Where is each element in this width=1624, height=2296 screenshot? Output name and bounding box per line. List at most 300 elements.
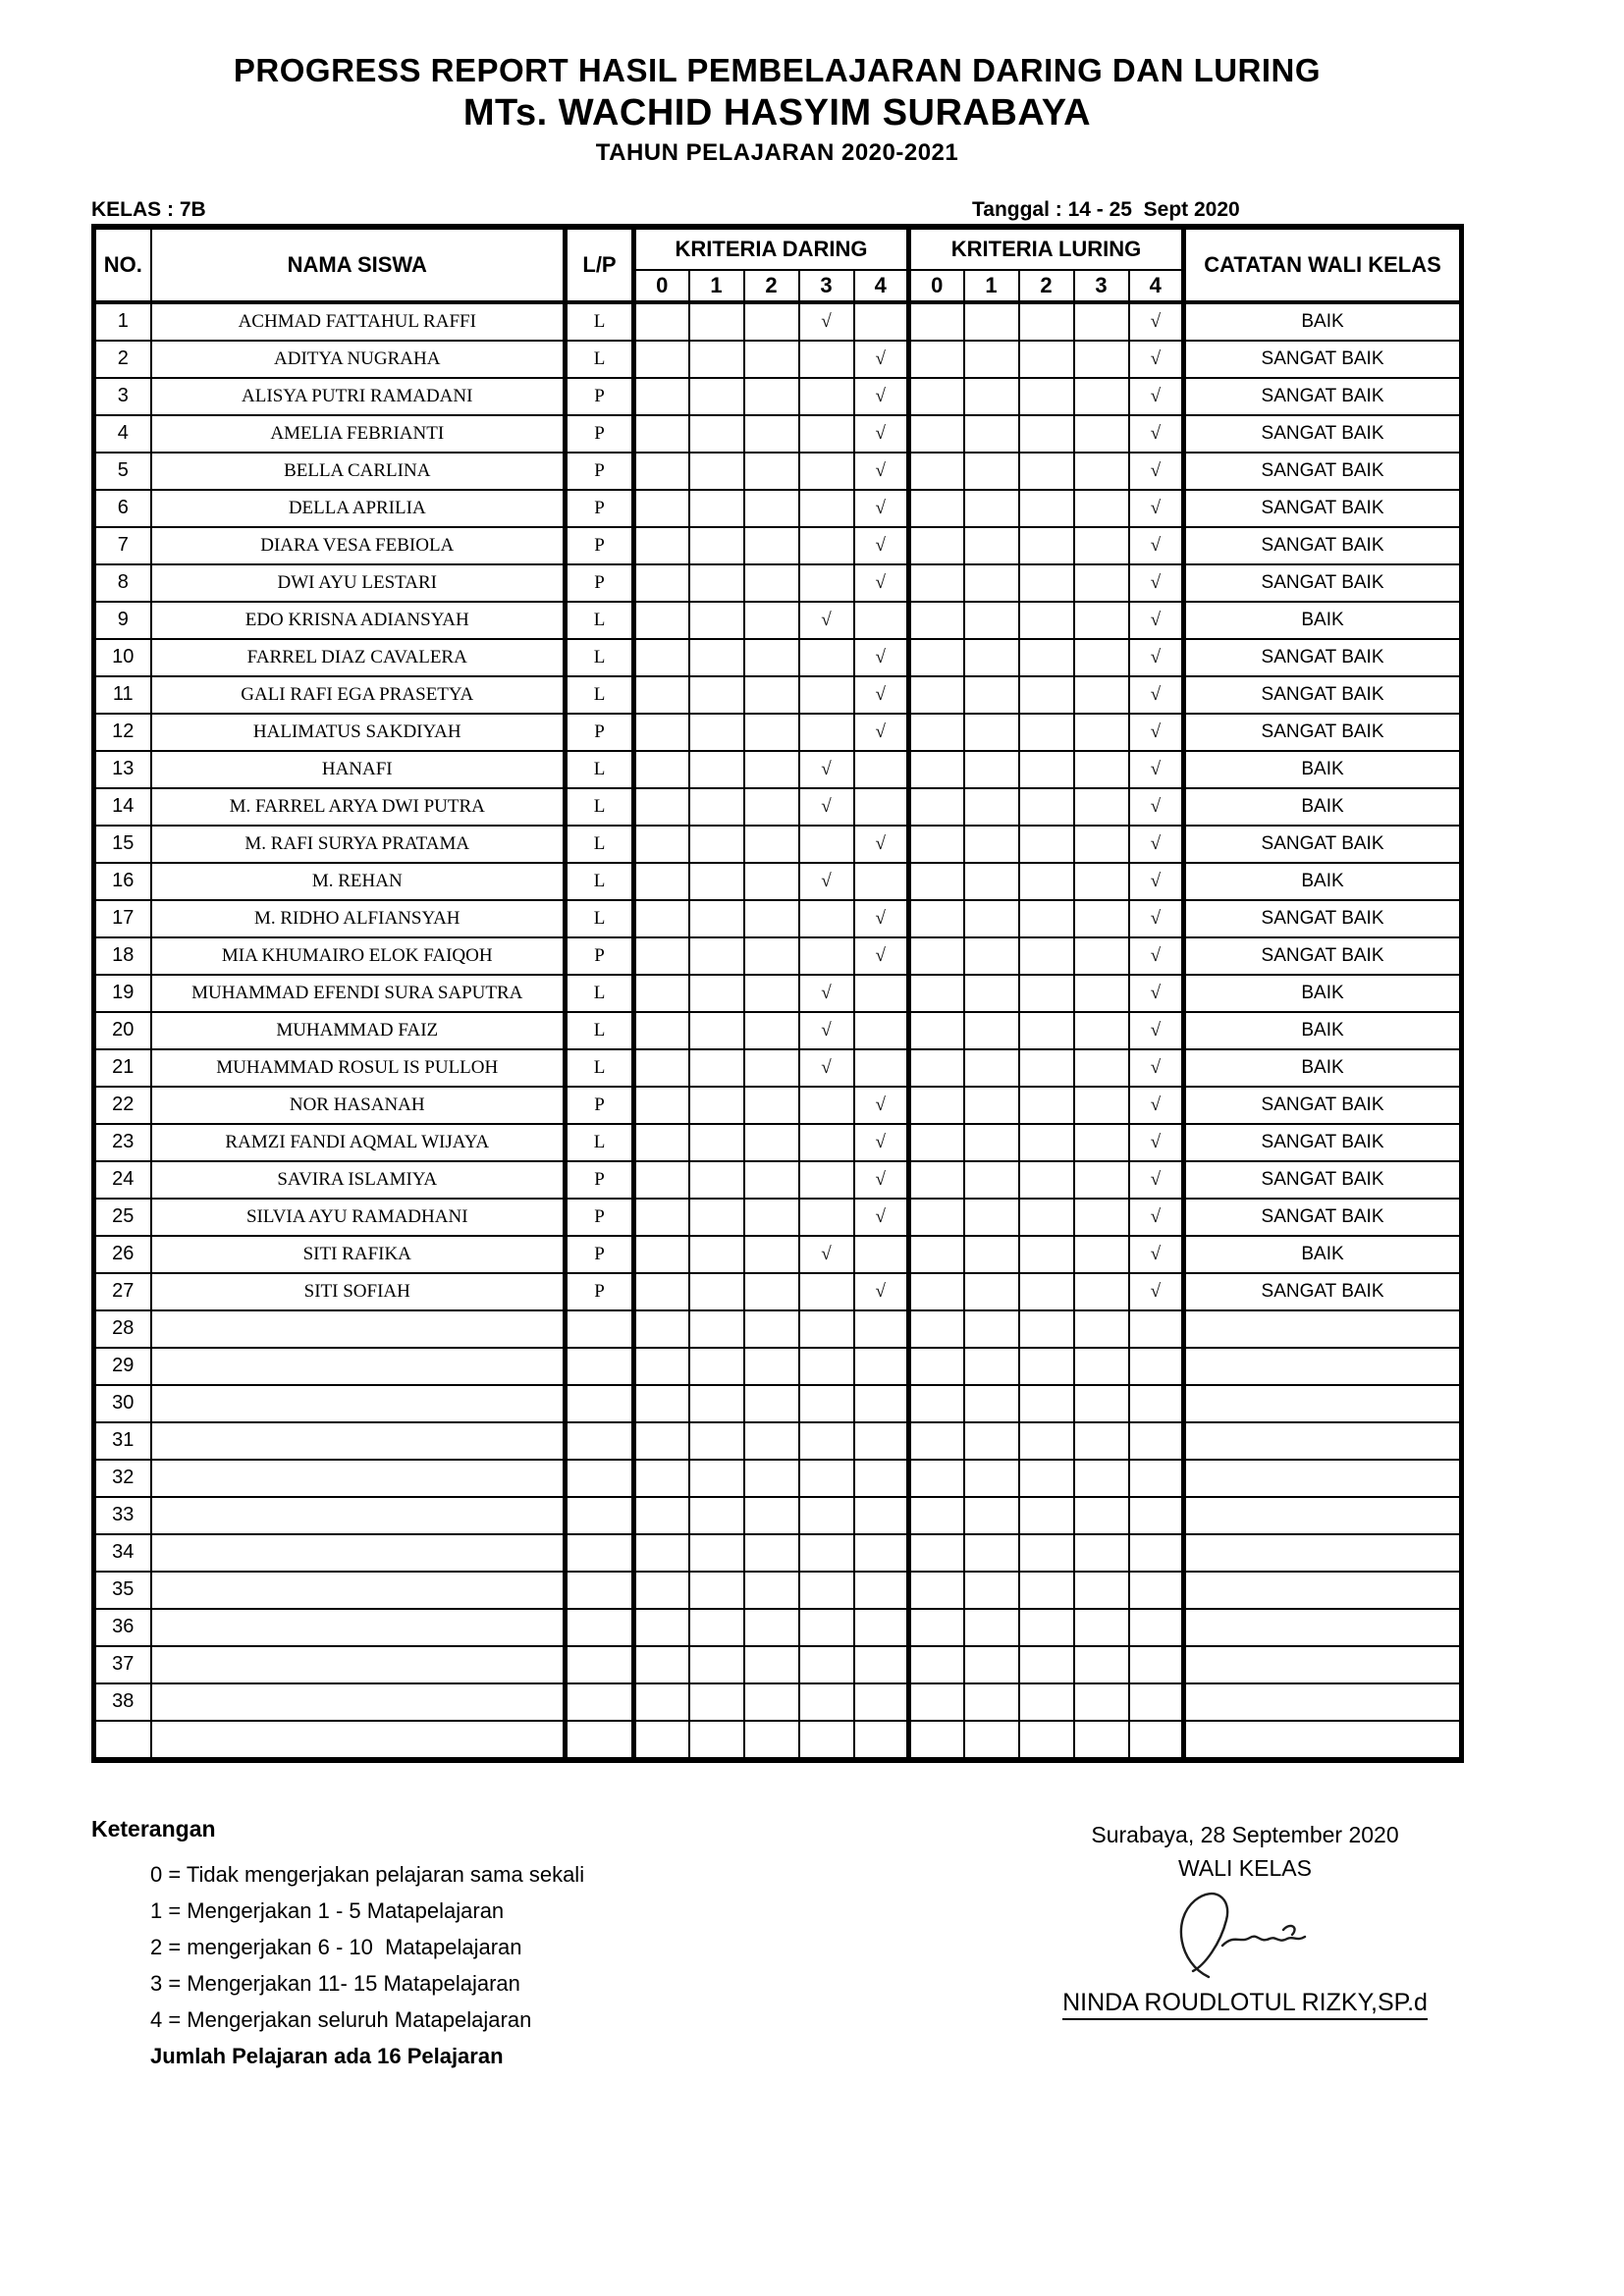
table-row	[94, 378, 1462, 415]
gender-cell	[566, 1497, 634, 1534]
luring-check-cell-4	[1129, 1348, 1184, 1385]
student-name-cell: SILVIA AYU RAMADHANI	[151, 1199, 566, 1236]
header-nama-siswa: NAMA SISWA	[151, 227, 566, 302]
teacher-note-cell: SANGAT BAIK	[1184, 1161, 1462, 1199]
header-daring-score-3: 3	[799, 270, 854, 302]
student-name-cell	[151, 1497, 566, 1534]
row-number-cell: 21	[94, 1049, 151, 1087]
luring-check-cell-2	[1019, 1534, 1074, 1572]
gender-cell: P	[566, 1236, 634, 1273]
daring-check-cell-1	[689, 1199, 744, 1236]
teacher-note-cell: SANGAT BAIK	[1184, 564, 1462, 602]
school-name: MTs. WACHID HASYIM SURABAYA	[462, 92, 1092, 134]
header-luring-score-1: 1	[964, 270, 1019, 302]
table-row	[94, 1161, 1462, 1199]
luring-check-cell-2	[1019, 900, 1074, 937]
gender-cell: P	[566, 937, 634, 975]
luring-check-cell-3	[1074, 1534, 1129, 1572]
daring-check-cell-3	[799, 564, 854, 602]
teacher-note-cell: SANGAT BAIK	[1184, 1273, 1462, 1310]
daring-check-cell-3	[799, 937, 854, 975]
luring-check-cell-4	[1129, 1460, 1184, 1497]
teacher-note-cell	[1184, 1460, 1462, 1497]
gender-cell: P	[566, 1161, 634, 1199]
daring-check-cell-4: √	[854, 378, 909, 415]
luring-check-cell-4: √	[1129, 302, 1184, 341]
daring-check-cell-0	[634, 1348, 689, 1385]
header-luring-score-3: 3	[1074, 270, 1129, 302]
row-number-cell: 29	[94, 1348, 151, 1385]
luring-check-cell-0	[909, 1385, 964, 1422]
daring-check-cell-0	[634, 602, 689, 639]
luring-check-cell-3	[1074, 788, 1129, 826]
luring-check-cell-3	[1074, 975, 1129, 1012]
daring-check-cell-4	[854, 1236, 909, 1273]
luring-check-cell-2	[1019, 863, 1074, 900]
luring-check-cell-3	[1074, 1609, 1129, 1646]
luring-check-cell-3	[1074, 602, 1129, 639]
luring-check-cell-4: √	[1129, 1199, 1184, 1236]
luring-check-cell-2	[1019, 1161, 1074, 1199]
place-date: Surabaya, 28 September 2020	[1091, 1821, 1399, 1847]
daring-check-cell-0	[634, 676, 689, 714]
luring-check-cell-4: √	[1129, 1049, 1184, 1087]
daring-check-cell-3	[799, 1497, 854, 1534]
daring-check-cell-1	[689, 1572, 744, 1609]
daring-check-cell-1	[689, 527, 744, 564]
luring-check-cell-2	[1019, 1236, 1074, 1273]
luring-check-cell-3	[1074, 341, 1129, 378]
row-number-cell: 18	[94, 937, 151, 975]
daring-check-cell-1	[689, 639, 744, 676]
luring-check-cell-1	[964, 1049, 1019, 1087]
daring-check-cell-1	[689, 863, 744, 900]
luring-check-cell-1	[964, 863, 1019, 900]
gender-cell: L	[566, 863, 634, 900]
table-row	[94, 1609, 1462, 1646]
luring-check-cell-1	[964, 1422, 1019, 1460]
daring-check-cell-3: √	[799, 302, 854, 341]
teacher-note-cell: SANGAT BAIK	[1184, 937, 1462, 975]
daring-check-cell-0	[634, 527, 689, 564]
luring-check-cell-0	[909, 1721, 964, 1760]
teacher-note-cell: SANGAT BAIK	[1184, 1124, 1462, 1161]
luring-check-cell-2	[1019, 826, 1074, 863]
daring-check-cell-4	[854, 1572, 909, 1609]
table-row	[94, 415, 1462, 453]
table-row	[94, 937, 1462, 975]
teacher-note-cell	[1184, 1348, 1462, 1385]
daring-check-cell-2	[744, 1422, 799, 1460]
wali-kelas-label: WALI KELAS	[1178, 1854, 1312, 1881]
luring-check-cell-1	[964, 676, 1019, 714]
gender-cell: P	[566, 1199, 634, 1236]
luring-check-cell-2	[1019, 937, 1074, 975]
luring-check-cell-3	[1074, 937, 1129, 975]
student-name-cell: SAVIRA ISLAMIYA	[151, 1161, 566, 1199]
daring-check-cell-1	[689, 1087, 744, 1124]
luring-check-cell-3	[1074, 453, 1129, 490]
luring-check-cell-4: √	[1129, 527, 1184, 564]
teacher-note-cell: BAIK	[1184, 751, 1462, 788]
student-name-cell	[151, 1460, 566, 1497]
keterangan-item-3: 3 = Mengerjakan 11- 15 Matapelajaran	[150, 1970, 520, 1996]
keterangan-item-2: 2 = mengerjakan 6 - 10 Matapelajaran	[150, 1934, 522, 1959]
table-row	[94, 1422, 1462, 1460]
daring-check-cell-4: √	[854, 564, 909, 602]
daring-check-cell-3	[799, 415, 854, 453]
gender-cell	[566, 1646, 634, 1683]
daring-check-cell-3	[799, 1683, 854, 1721]
luring-check-cell-0	[909, 1012, 964, 1049]
daring-check-cell-1	[689, 937, 744, 975]
luring-check-cell-4: √	[1129, 453, 1184, 490]
luring-check-cell-2	[1019, 1310, 1074, 1348]
teacher-note-cell	[1184, 1310, 1462, 1348]
daring-check-cell-2	[744, 1646, 799, 1683]
luring-check-cell-4: √	[1129, 676, 1184, 714]
daring-check-cell-2	[744, 975, 799, 1012]
luring-check-cell-3	[1074, 1236, 1129, 1273]
table-body	[94, 302, 1462, 1760]
daring-check-cell-0	[634, 1273, 689, 1310]
luring-check-cell-2	[1019, 490, 1074, 527]
teacher-note-cell	[1184, 1534, 1462, 1572]
daring-check-cell-3	[799, 1199, 854, 1236]
table-row	[94, 1049, 1462, 1087]
daring-check-cell-3: √	[799, 1236, 854, 1273]
gender-cell: L	[566, 602, 634, 639]
daring-check-cell-3	[799, 490, 854, 527]
luring-check-cell-2	[1019, 788, 1074, 826]
row-number-cell: 23	[94, 1124, 151, 1161]
luring-check-cell-0	[909, 863, 964, 900]
luring-check-cell-4: √	[1129, 378, 1184, 415]
teacher-note-cell: SANGAT BAIK	[1184, 1087, 1462, 1124]
daring-check-cell-1	[689, 1497, 744, 1534]
row-number-cell: 8	[94, 564, 151, 602]
luring-check-cell-3	[1074, 1161, 1129, 1199]
daring-check-cell-1	[689, 341, 744, 378]
table-row	[94, 1385, 1462, 1422]
luring-check-cell-1	[964, 751, 1019, 788]
daring-check-cell-0	[634, 863, 689, 900]
gender-cell: L	[566, 900, 634, 937]
luring-check-cell-2	[1019, 302, 1074, 341]
meta-row	[91, 194, 1463, 224]
daring-check-cell-2	[744, 1683, 799, 1721]
daring-check-cell-0	[634, 415, 689, 453]
luring-check-cell-4: √	[1129, 714, 1184, 751]
daring-check-cell-4	[854, 1460, 909, 1497]
luring-check-cell-1	[964, 937, 1019, 975]
table-row	[94, 826, 1462, 863]
luring-check-cell-3	[1074, 1124, 1129, 1161]
luring-check-cell-0	[909, 937, 964, 975]
daring-check-cell-2	[744, 527, 799, 564]
row-number-cell: 36	[94, 1609, 151, 1646]
header-kriteria-luring: KRITERIA LURING	[909, 227, 1184, 270]
table-row	[94, 714, 1462, 751]
luring-check-cell-4	[1129, 1422, 1184, 1460]
footer-section	[91, 1816, 1463, 2140]
daring-check-cell-2	[744, 1273, 799, 1310]
daring-check-cell-3	[799, 378, 854, 415]
luring-check-cell-4	[1129, 1572, 1184, 1609]
table-row	[94, 341, 1462, 378]
student-name-cell: MIA KHUMAIRO ELOK FAIQOH	[151, 937, 566, 975]
daring-check-cell-3: √	[799, 975, 854, 1012]
luring-check-cell-1	[964, 1534, 1019, 1572]
luring-check-cell-0	[909, 1683, 964, 1721]
luring-check-cell-3	[1074, 1497, 1129, 1534]
row-number-cell: 13	[94, 751, 151, 788]
header-daring-score-0: 0	[634, 270, 689, 302]
luring-check-cell-0	[909, 1087, 964, 1124]
daring-check-cell-2	[744, 602, 799, 639]
luring-check-cell-2	[1019, 676, 1074, 714]
luring-check-cell-1	[964, 302, 1019, 341]
row-number-cell: 11	[94, 676, 151, 714]
daring-check-cell-3	[799, 900, 854, 937]
daring-check-cell-2	[744, 1572, 799, 1609]
luring-check-cell-0	[909, 1422, 964, 1460]
daring-check-cell-2	[744, 1236, 799, 1273]
daring-check-cell-1	[689, 788, 744, 826]
header-luring-score-4: 4	[1129, 270, 1184, 302]
daring-check-cell-3: √	[799, 751, 854, 788]
luring-check-cell-3	[1074, 1460, 1129, 1497]
luring-check-cell-1	[964, 639, 1019, 676]
daring-check-cell-4	[854, 751, 909, 788]
daring-check-cell-2	[744, 415, 799, 453]
daring-check-cell-0	[634, 490, 689, 527]
luring-check-cell-3	[1074, 676, 1129, 714]
daring-check-cell-4: √	[854, 415, 909, 453]
daring-check-cell-0	[634, 639, 689, 676]
daring-check-cell-0	[634, 937, 689, 975]
gender-cell	[566, 1609, 634, 1646]
table-row	[94, 1348, 1462, 1385]
teacher-note-cell: BAIK	[1184, 602, 1462, 639]
luring-check-cell-2	[1019, 378, 1074, 415]
teacher-note-cell: SANGAT BAIK	[1184, 378, 1462, 415]
daring-check-cell-0	[634, 1310, 689, 1348]
table-row	[94, 564, 1462, 602]
header-daring-score-2: 2	[744, 270, 799, 302]
daring-check-cell-1	[689, 1683, 744, 1721]
daring-check-cell-2	[744, 1012, 799, 1049]
class-label: KELAS : 7B	[91, 197, 206, 221]
luring-check-cell-0	[909, 490, 964, 527]
luring-check-cell-1	[964, 1161, 1019, 1199]
table-row	[94, 1534, 1462, 1572]
student-name-cell: ADITYA NUGRAHA	[151, 341, 566, 378]
luring-check-cell-4: √	[1129, 639, 1184, 676]
keterangan-item-1: 1 = Mengerjakan 1 - 5 Matapelajaran	[150, 1897, 505, 1923]
luring-check-cell-1	[964, 1273, 1019, 1310]
table-row	[94, 1310, 1462, 1348]
row-number-cell: 7	[94, 527, 151, 564]
teacher-note-cell	[1184, 1646, 1462, 1683]
daring-check-cell-3	[799, 714, 854, 751]
daring-check-cell-4	[854, 1422, 909, 1460]
daring-check-cell-2	[744, 639, 799, 676]
daring-check-cell-1	[689, 1161, 744, 1199]
luring-check-cell-0	[909, 826, 964, 863]
luring-check-cell-1	[964, 1348, 1019, 1385]
luring-check-cell-3	[1074, 1422, 1129, 1460]
row-number-cell: 19	[94, 975, 151, 1012]
gender-cell: L	[566, 676, 634, 714]
gender-cell: P	[566, 714, 634, 751]
school-year: TAHUN PELAJARAN 2020-2021	[595, 138, 959, 166]
daring-check-cell-0	[634, 714, 689, 751]
luring-check-cell-0	[909, 751, 964, 788]
row-number-cell: 1	[94, 302, 151, 341]
daring-check-cell-1	[689, 302, 744, 341]
teacher-note-cell: SANGAT BAIK	[1184, 415, 1462, 453]
luring-check-cell-0	[909, 788, 964, 826]
luring-check-cell-0	[909, 1572, 964, 1609]
row-number-cell: 14	[94, 788, 151, 826]
luring-check-cell-3	[1074, 639, 1129, 676]
luring-check-cell-0	[909, 1199, 964, 1236]
daring-check-cell-2	[744, 1199, 799, 1236]
daring-check-cell-1	[689, 564, 744, 602]
luring-check-cell-3	[1074, 1273, 1129, 1310]
gender-cell	[566, 1721, 634, 1760]
daring-check-cell-2	[744, 1497, 799, 1534]
luring-check-cell-0	[909, 1236, 964, 1273]
header-luring-score-0: 0	[909, 270, 964, 302]
student-name-cell: HANAFI	[151, 751, 566, 788]
daring-check-cell-2	[744, 714, 799, 751]
header-kriteria-daring: KRITERIA DARING	[634, 227, 909, 270]
daring-check-cell-1	[689, 676, 744, 714]
gender-cell	[566, 1460, 634, 1497]
daring-check-cell-3	[799, 1460, 854, 1497]
daring-check-cell-0	[634, 564, 689, 602]
table-row	[94, 1497, 1462, 1534]
luring-check-cell-2	[1019, 751, 1074, 788]
gender-cell	[566, 1348, 634, 1385]
teacher-note-cell: SANGAT BAIK	[1184, 826, 1462, 863]
row-number-cell: 12	[94, 714, 151, 751]
luring-check-cell-1	[964, 1199, 1019, 1236]
student-name-cell: FARREL DIAZ CAVALERA	[151, 639, 566, 676]
teacher-note-cell	[1184, 1683, 1462, 1721]
luring-check-cell-3	[1074, 1385, 1129, 1422]
daring-check-cell-0	[634, 1012, 689, 1049]
daring-check-cell-3	[799, 1385, 854, 1422]
teacher-note-cell: SANGAT BAIK	[1184, 453, 1462, 490]
student-name-cell: M. REHAN	[151, 863, 566, 900]
daring-check-cell-0	[634, 1422, 689, 1460]
student-name-cell: M. RAFI SURYA PRATAMA	[151, 826, 566, 863]
row-number-cell: 4	[94, 415, 151, 453]
daring-check-cell-4: √	[854, 341, 909, 378]
student-name-cell	[151, 1721, 566, 1760]
luring-check-cell-4: √	[1129, 751, 1184, 788]
daring-check-cell-0	[634, 1049, 689, 1087]
luring-check-cell-1	[964, 1721, 1019, 1760]
student-name-cell	[151, 1572, 566, 1609]
luring-check-cell-2	[1019, 1646, 1074, 1683]
daring-check-cell-0	[634, 1199, 689, 1236]
daring-check-cell-2	[744, 937, 799, 975]
daring-check-cell-1	[689, 826, 744, 863]
daring-check-cell-0	[634, 378, 689, 415]
student-name-cell	[151, 1385, 566, 1422]
gender-cell: P	[566, 1087, 634, 1124]
teacher-note-cell: BAIK	[1184, 302, 1462, 341]
jumlah-pelajaran-note: Jumlah Pelajaran ada 16 Pelajaran	[150, 2043, 504, 2068]
gender-cell: L	[566, 639, 634, 676]
luring-check-cell-1	[964, 378, 1019, 415]
daring-check-cell-2	[744, 1348, 799, 1385]
keterangan-heading: Keterangan	[91, 1815, 216, 1842]
luring-check-cell-3	[1074, 490, 1129, 527]
student-name-cell: ALISYA PUTRI RAMADANI	[151, 378, 566, 415]
luring-check-cell-4: √	[1129, 564, 1184, 602]
row-number-cell: 28	[94, 1310, 151, 1348]
luring-check-cell-0	[909, 1460, 964, 1497]
luring-check-cell-2	[1019, 415, 1074, 453]
row-number-cell: 25	[94, 1199, 151, 1236]
daring-check-cell-1	[689, 1460, 744, 1497]
daring-check-cell-3: √	[799, 1049, 854, 1087]
daring-check-cell-1	[689, 1385, 744, 1422]
luring-check-cell-0	[909, 1273, 964, 1310]
teacher-note-cell	[1184, 1385, 1462, 1422]
luring-check-cell-4: √	[1129, 415, 1184, 453]
daring-check-cell-3	[799, 527, 854, 564]
luring-check-cell-3	[1074, 714, 1129, 751]
daring-check-cell-1	[689, 453, 744, 490]
luring-check-cell-2	[1019, 639, 1074, 676]
luring-check-cell-0	[909, 714, 964, 751]
luring-check-cell-4: √	[1129, 490, 1184, 527]
table-header	[94, 227, 1462, 302]
row-number-cell: 5	[94, 453, 151, 490]
luring-check-cell-2	[1019, 1012, 1074, 1049]
luring-check-cell-2	[1019, 1087, 1074, 1124]
page-content	[91, 0, 1463, 2140]
daring-check-cell-4: √	[854, 1161, 909, 1199]
daring-check-cell-3	[799, 1124, 854, 1161]
daring-check-cell-2	[744, 1385, 799, 1422]
teacher-note-cell: SANGAT BAIK	[1184, 639, 1462, 676]
daring-check-cell-2	[744, 1534, 799, 1572]
table-row	[94, 1572, 1462, 1609]
daring-check-cell-2	[744, 1124, 799, 1161]
luring-check-cell-1	[964, 527, 1019, 564]
daring-check-cell-0	[634, 1721, 689, 1760]
table-row	[94, 602, 1462, 639]
gender-cell: P	[566, 1273, 634, 1310]
daring-check-cell-3	[799, 676, 854, 714]
daring-check-cell-4	[854, 1534, 909, 1572]
daring-check-cell-4: √	[854, 453, 909, 490]
daring-check-cell-4: √	[854, 490, 909, 527]
luring-check-cell-2	[1019, 1497, 1074, 1534]
daring-check-cell-1	[689, 751, 744, 788]
luring-check-cell-0	[909, 1161, 964, 1199]
luring-check-cell-1	[964, 900, 1019, 937]
daring-check-cell-2	[744, 900, 799, 937]
daring-check-cell-1	[689, 1348, 744, 1385]
